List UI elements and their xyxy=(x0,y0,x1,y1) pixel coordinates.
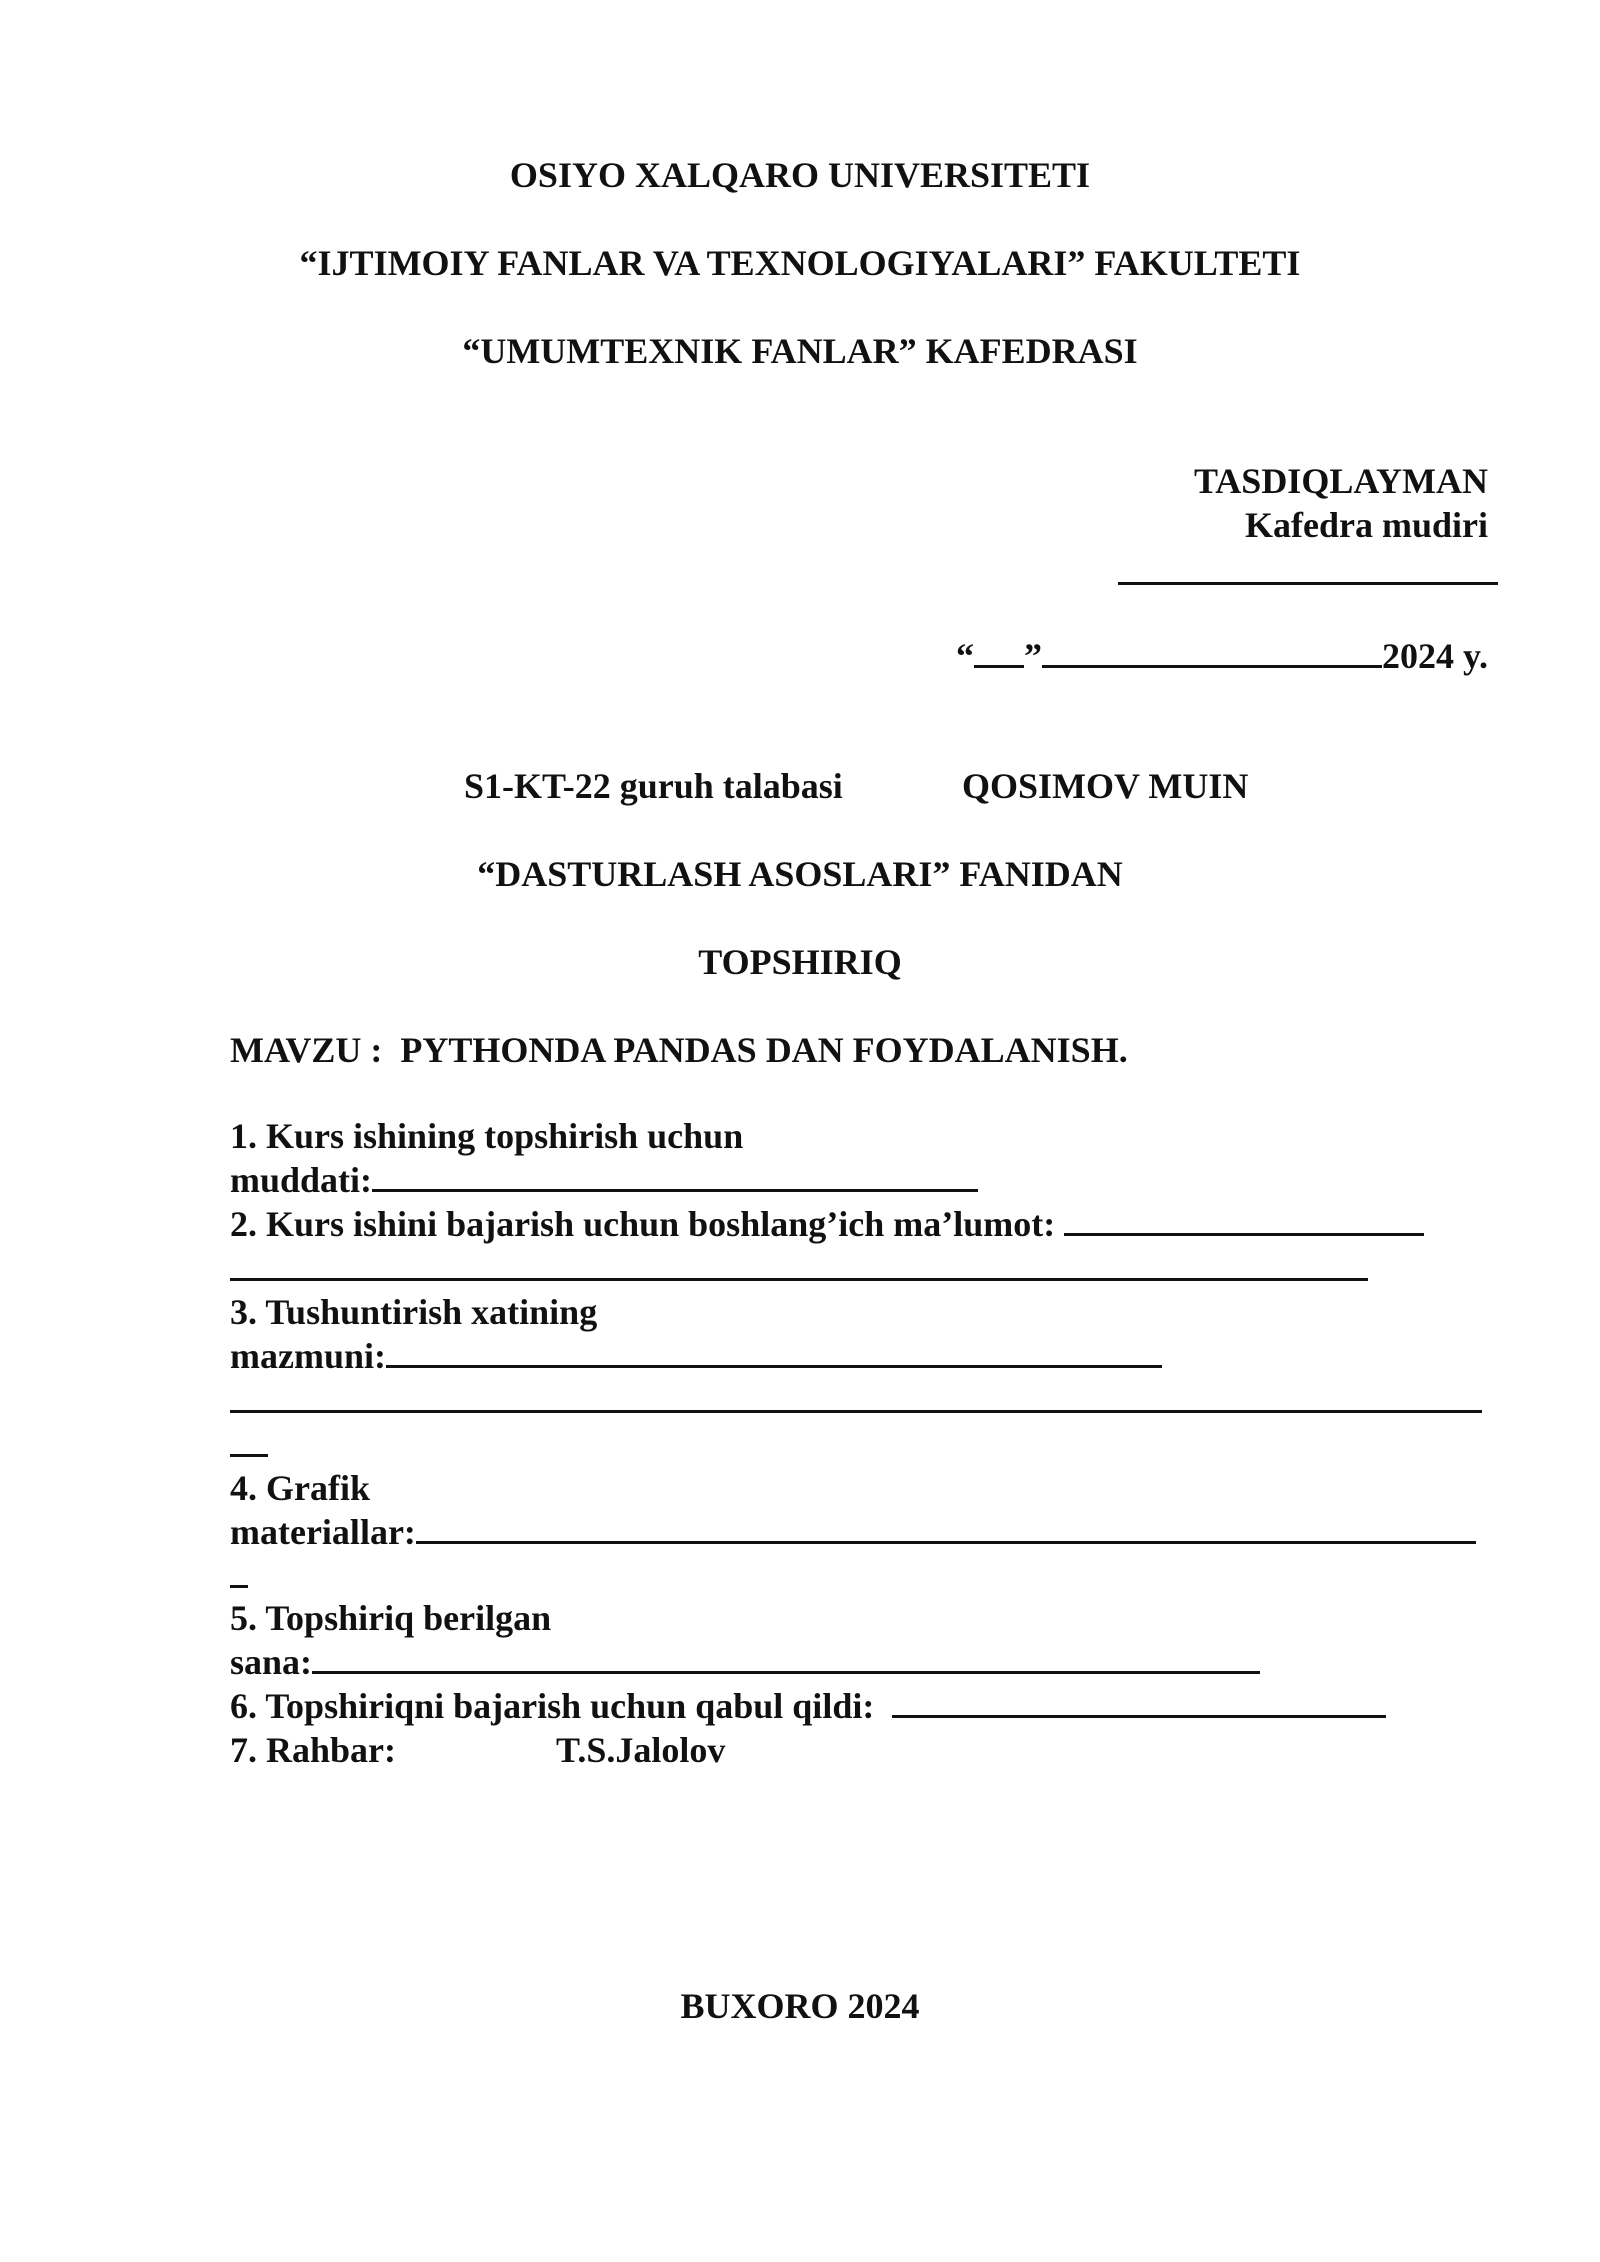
topic-label: MAVZU : xyxy=(230,1030,383,1070)
subject-title: “DASTURLASH ASOSLARI” FANIDAN xyxy=(477,854,1123,894)
approval-signature-line xyxy=(1118,582,1498,585)
item-3-blank xyxy=(386,1335,1162,1368)
topic-value: PYTHONDA PANDAS DAN FOYDALANISH. xyxy=(400,1030,1128,1070)
item-2-field xyxy=(230,1202,1424,1246)
date-month-blank xyxy=(1042,635,1382,668)
item-3-field xyxy=(230,1334,1162,1378)
approval-title: TASDIQLAYMAN xyxy=(1193,461,1488,501)
item-1-sublabel: muddati: xyxy=(230,1160,373,1200)
item-4-label: 4. Grafik xyxy=(230,1468,370,1508)
item-4-continuation-stub xyxy=(230,1585,248,1588)
faculty-title: “IJTIMOIY FANLAR VA TEXNOLOGIYALARI” FAKULTETI xyxy=(299,243,1301,283)
item-5-label: 5. Topshiriq berilgan xyxy=(230,1598,552,1638)
student-group: S1-KT-22 guruh talabasi xyxy=(464,766,843,806)
item-1-label: 1. Kurs ishining topshirish uchun xyxy=(230,1116,744,1156)
item-6-label: 6. Topshiriqni bajarish uchun qabul qildi: xyxy=(230,1686,875,1726)
item-1-field xyxy=(230,1158,978,1202)
item-7-supervisor: T.S.Jalolov xyxy=(556,1730,726,1770)
approval-role: Kafedra mudiri xyxy=(1245,505,1488,545)
item-3-continuation-line xyxy=(230,1410,1482,1413)
item-5-field xyxy=(230,1640,1260,1684)
date-year: 2024 y. xyxy=(1381,636,1488,676)
document-type: TOPSHIRIQ xyxy=(698,942,902,982)
item-3-label: 3. Tushuntirish xatining xyxy=(230,1292,598,1332)
date-close-quote: ” xyxy=(1023,636,1042,676)
university-title: OSIYO XALQARO UNIVERSITETI xyxy=(509,155,1091,195)
item-1-blank xyxy=(372,1159,978,1192)
item-4-sublabel: materiallar: xyxy=(230,1512,416,1552)
item-4-blank xyxy=(416,1511,1476,1544)
approval-date xyxy=(956,634,1488,678)
item-4-field xyxy=(230,1510,1476,1554)
department-title: “UMUMTEXNIK FANLAR” KAFEDRASI xyxy=(462,331,1138,371)
item-2-label: 2. Kurs ishini bajarish uchun boshlang’ich ma’lumot: xyxy=(230,1204,1056,1244)
topic-line xyxy=(230,1028,1128,1072)
item-6-blank xyxy=(892,1685,1386,1718)
date-open-quote: “ xyxy=(955,636,974,676)
item-6-field xyxy=(230,1684,1386,1728)
footer-city-year: BUXORO 2024 xyxy=(680,1986,920,2026)
item-2-blank xyxy=(1064,1203,1424,1236)
item-5-blank xyxy=(312,1641,1260,1674)
item-2-continuation-line xyxy=(230,1278,1368,1281)
item-3-sublabel: mazmuni: xyxy=(230,1336,386,1376)
student-name: QOSIMOV MUIN xyxy=(962,766,1249,806)
item-3-continuation-stub xyxy=(230,1454,268,1457)
date-day-blank xyxy=(974,635,1024,668)
item-7-label: 7. Rahbar: xyxy=(230,1730,397,1770)
item-5-sublabel: sana: xyxy=(230,1642,313,1682)
